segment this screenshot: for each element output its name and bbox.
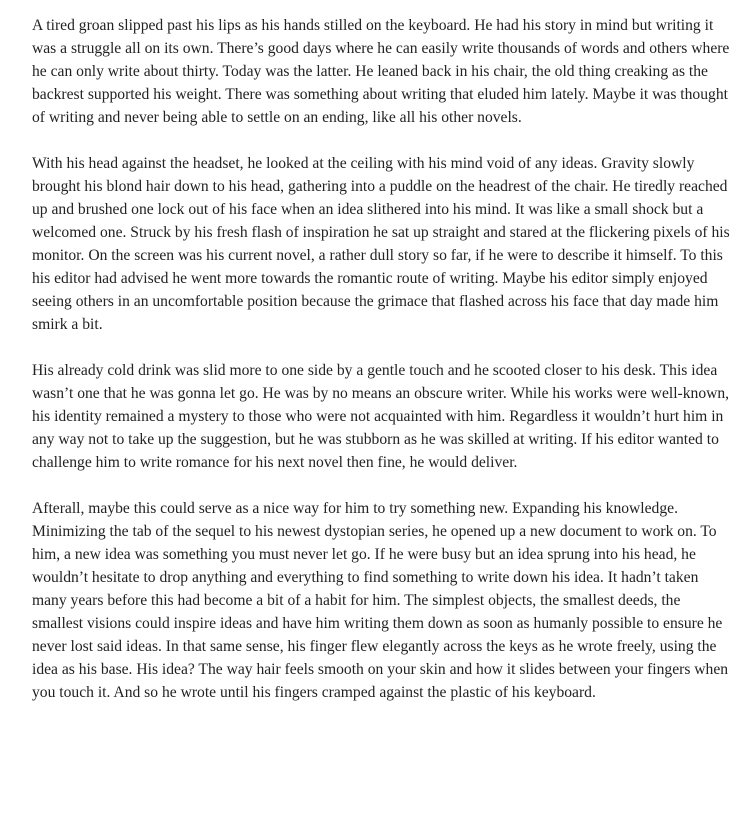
paragraph-2: With his head against the headset, he looked at the ceiling with his mind void of any ideas. Gravity slowly brought his blond hair down to his head, gathering into a puddle on the headrest of the chair. He tiredly reached up and brushed one lock out of his face when an idea slithered into his mind. It was like a small shock but a welcomed one. Struck by his fresh flash of inspiration he sat up straight and stared at the flickering pixels of his monitor. On the screen was his current novel, a rather dull story so far, if he were to describe it himself. To this his editor had advised he went more towards the romantic route of writing. Maybe his editor simply enjoyed seeing others in an uncomfortable position because the grimace that flashed across his face that day made him smirk a bit. xyxy=(32,155,730,333)
paragraph-4: Afterall, maybe this could serve as a nice way for him to try something new. Expanding his knowledge. Minimizing the tab of the sequel to his newest dystopian series, he opened up a new document to work on. To him, a new idea was something you must never let go. If he were busy but an idea sprung into his head, he wouldn’t hesitate to drop anything and everything to find something to write down his idea. It hadn’t taken many years before this had become a bit of a habit for him. The simplest objects, the smallest deeds, the smallest visions could inspire ideas and have him writing them down as soon as humanly possible to ensure he never lost said ideas. In that same sense, his finger flew elegantly across the keys as he wrote freely, using the idea as his base. His idea? The way hair feels smooth on your skin and how it slides between your fingers when you touch it. And so he wrote until his fingers cramped against the plastic of his keyboard. xyxy=(32,500,729,701)
paragraph-1: A tired groan slipped past his lips as his hands stilled on the keyboard. He had his story in mind but writing it was a struggle all on its own. There’s good days where he can easily write thousands of words and others where he can only write about thirty. Today was the latter. He leaned back in his chair, the old thing creaking as the backrest supported his weight. There was something about writing that eluded him lately. Maybe it was thought of writing and never being able to settle on an ending, like all his other novels. xyxy=(32,17,730,126)
document-body xyxy=(32,14,732,704)
paragraph-3: His already cold drink was slid more to one side by a gentle touch and he scooted closer to his desk. This idea wasn’t one that he was gonna let go. He was by no means an obscure writer. While his works were well-known, his identity remained a mystery to those who were not acquainted with him. Regardless it wouldn’t hurt him in any way not to take up the suggestion, but he was stubborn as he was skilled at writing. If his editor wanted to challenge him to write romance for his next novel then fine, he would deliver. xyxy=(32,362,730,471)
